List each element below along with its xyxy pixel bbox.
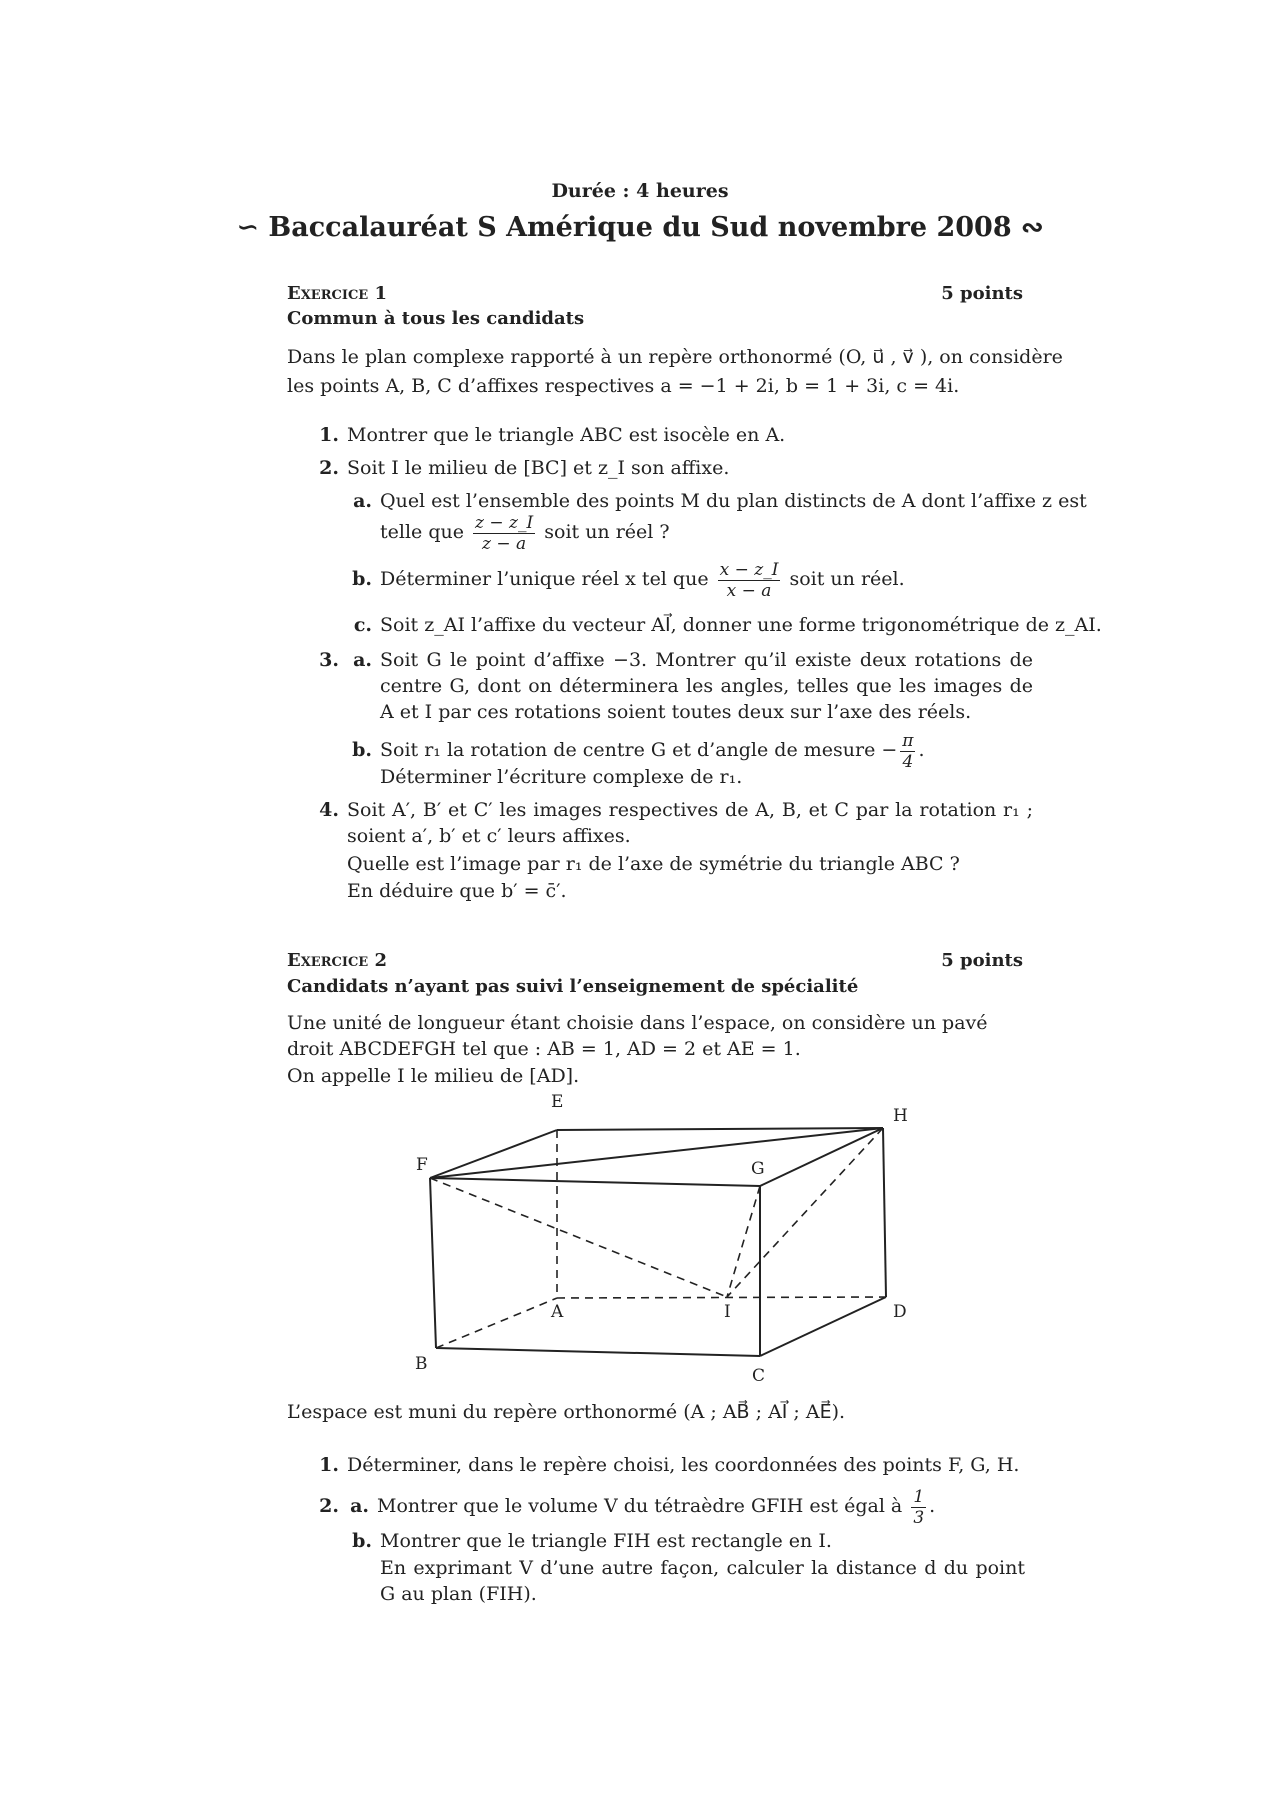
ex1-heading: Exercice 1 xyxy=(287,283,387,304)
ex2-points: 5 points xyxy=(941,950,1023,971)
edge-AD xyxy=(557,1297,886,1298)
label-I: I xyxy=(724,1302,731,1322)
ex2-intro-line3: On appelle I le milieu de [AD]. xyxy=(287,1065,580,1087)
ex2-heading: Exercice 2 xyxy=(287,950,387,971)
ex1-q3b-line2: Déterminer l’écriture complexe de r₁. xyxy=(380,766,743,788)
label-H: H xyxy=(893,1106,908,1126)
edge-BC xyxy=(436,1348,760,1356)
ex1-q3a-text: Soit G le point d’affixe −3. Montrer qu’il existe deux rotations de centre G, dont on déterminera les angles, telles que les images de A et I par ces rotations soient toutes deux sur l’axe des réels. xyxy=(380,649,1033,723)
ex2-q1-text: Déterminer, dans le repère choisi, les coordonnées des points F, G, H. xyxy=(347,1454,1020,1476)
ex1-q3b-post: . xyxy=(918,739,925,761)
label-F: F xyxy=(416,1155,428,1175)
ex2-intro: Une unité de longueur étant choisie dans l’espace, on considère un pavé droit ABCDEFGH tel que : AB = 1, AD = 2 et AE = 1. xyxy=(287,1012,988,1060)
ex2-q2a-pre: Montrer que le volume V du tétraèdre GFIH est égal à xyxy=(377,1495,903,1517)
ex1-q3-number: 3. xyxy=(319,649,339,671)
ex1-q1-text: Montrer que le triangle ABC est isocèle en A. xyxy=(347,424,786,446)
ex1-q3b-frac-den: 4 xyxy=(902,751,914,772)
page-title: ∽ Baccalauréat S Amérique du Sud novembre 2008 ∾ xyxy=(236,212,1044,243)
ex1-q2a-frac-den: z − a xyxy=(482,533,527,554)
ex2-q2b-line2: En exprimant V d’une autre façon, calculer la distance d du point G au plan (FIH). xyxy=(380,1557,1025,1605)
ex1-q2b-pre: Déterminer l’unique réel x tel que xyxy=(380,568,709,590)
ex1-intro-line1: Dans le plan complexe rapporté à un repère orthonormé (O, u⃗ , v⃗ ), on considère xyxy=(287,346,1063,368)
label-C: C xyxy=(752,1366,766,1386)
edge-FB xyxy=(430,1178,436,1348)
edge-HD xyxy=(883,1128,886,1297)
ex2-q2b xyxy=(350,1528,832,1554)
duration-label: Durée : 4 heures xyxy=(551,180,729,202)
ex2-q2-number: 2. xyxy=(319,1495,339,1517)
label-G: G xyxy=(751,1159,765,1179)
ex2-q2a xyxy=(313,1478,935,1534)
ex2-q2a-fraction xyxy=(911,1487,926,1528)
segment-HI xyxy=(727,1128,883,1297)
ex1-q2c-text: Soit z_AI l’affixe du vecteur AI⃗, donner une forme trigonométrique de z_AI. xyxy=(380,614,1102,636)
edge-GH xyxy=(760,1128,883,1186)
edge-BA xyxy=(436,1298,557,1348)
ex2-q2b-text: Montrer que le triangle FIH est rectangle en I. xyxy=(380,1530,832,1552)
edge-CD xyxy=(760,1297,886,1356)
ex1-q2-text: Soit I le milieu de [BC] et z_I son affixe. xyxy=(347,457,730,479)
ex1-q4-line2: Quelle est l’image par r₁ de l’axe de symétrie du triangle ABC ? xyxy=(347,853,960,875)
ex1-q2b-letter: b. xyxy=(352,568,372,590)
ex1-q2a-frac-num: z − z_I xyxy=(475,512,534,533)
ex2-frame: L’espace est muni du repère orthonormé (A ; AB⃗ ; AI⃗ ; AE⃗). xyxy=(287,1401,846,1423)
ex2-q1 xyxy=(313,1452,1019,1478)
ex2-q1-number: 1. xyxy=(319,1454,339,1476)
ex1-q3a-letter: a. xyxy=(353,649,372,671)
ex1-q2c-letter: c. xyxy=(353,614,372,636)
label-B: B xyxy=(415,1354,428,1374)
ex1-subtitle: Commun à tous les candidats xyxy=(287,308,585,329)
ex2-subtitle: Candidats n’ayant pas suivi l’enseignement de spécialité xyxy=(287,976,859,997)
ex2-q2a-frac-den: 3 xyxy=(913,1507,925,1528)
edge-EH xyxy=(557,1128,883,1130)
ex1-q2a-pre: telle que xyxy=(380,521,464,543)
ex2-q2a-letter: a. xyxy=(350,1495,369,1517)
ex1-q2a-text: Quel est l’ensemble des points M du plan distincts de A dont l’affixe z est xyxy=(380,490,1087,512)
ex1-q2a-post: soit un réel ? xyxy=(544,521,670,543)
ex1-points: 5 points xyxy=(941,283,1023,304)
ex2-q2b-letter: b. xyxy=(352,1530,372,1552)
label-E: E xyxy=(551,1092,564,1112)
label-D: D xyxy=(893,1302,907,1322)
ex2-q2a-frac-num: 1 xyxy=(913,1486,925,1507)
ex1-q1-number: 1. xyxy=(319,424,339,446)
label-A: A xyxy=(551,1302,564,1322)
ex1-intro-line2: les points A, B, C d’affixes respectives a = −1 + 2i, b = 1 + 3i, c = 4i. xyxy=(287,375,960,397)
ex1-q2b-frac-den: x − a xyxy=(726,580,772,601)
ex1-q4-line3: En déduire que b′ = c̄′. xyxy=(347,880,567,902)
ex1-q4-number: 4. xyxy=(319,799,339,821)
ex1-q2b-post: soit un réel. xyxy=(789,568,905,590)
ex1-q3b-pre: Soit r₁ la rotation de centre G et d’angle de mesure − xyxy=(380,739,898,761)
ex1-q3b-letter: b. xyxy=(352,739,372,761)
ex1-q3b-frac-num: π xyxy=(902,730,914,751)
edge-FG xyxy=(430,1178,760,1186)
ex2-q2a-post: . xyxy=(929,1495,936,1517)
ex1-q2-number: 2. xyxy=(319,457,339,479)
ex1-q2b-frac-num: x − z_I xyxy=(719,559,779,580)
ex1-q2a-letter: a. xyxy=(353,490,372,512)
segment-GI xyxy=(727,1186,760,1297)
ex1-q4-text: Soit A′, B′ et C′ les images respectives de A, B, et C par la rotation r₁ ; soient a′, b′ et c′ leurs affixes. xyxy=(347,799,1033,847)
segment-FI xyxy=(430,1178,727,1297)
